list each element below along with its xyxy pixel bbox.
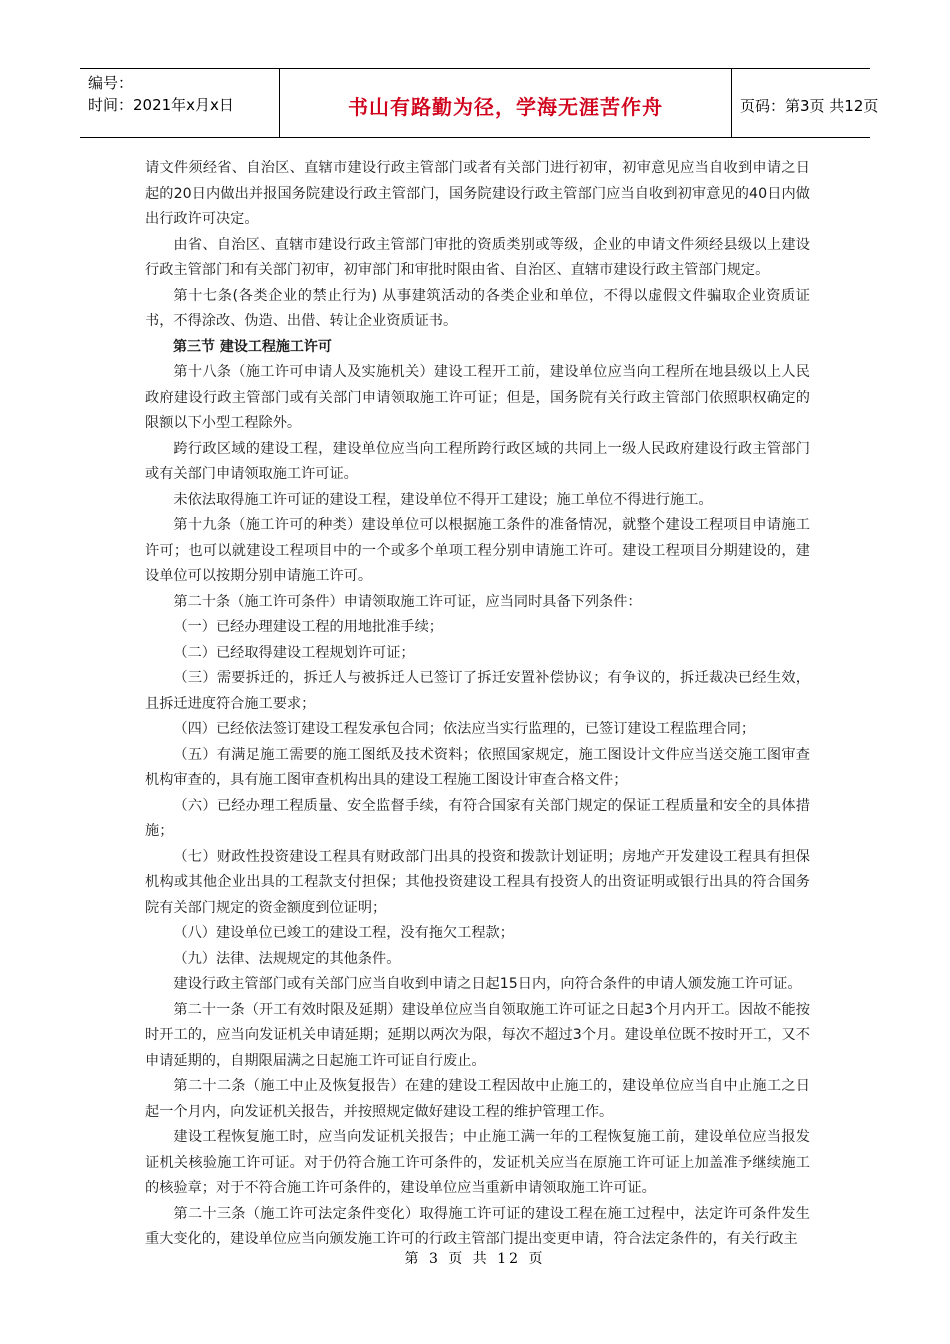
page-footer: 第 3 页 共 12 页 <box>404 1251 546 1267</box>
body-paragraph: 由省、自治区、直辖市建设行政主管部门审批的资质类别或等级，企业的申请文件须经县级以上建设行政主管部门和有关部门初审，初审部门和审批时限由省、自治区、直辖市建设行政主管部门规定。 <box>145 236 810 278</box>
document-body <box>145 156 810 1253</box>
section-heading: 第三节 建设工程施工许可 <box>173 338 332 355</box>
body-paragraph: （八）建设单位已竣工的建设工程，没有拖欠工程款； <box>173 925 514 941</box>
body-paragraph: （九）法律、法规规定的其他条件。 <box>173 950 401 967</box>
body-paragraph: 第二十三条（施工许可法定条件变化）取得施工许可证的建设工程在施工过程中，法定许可条件发生重大变化的，建设单位应当向颁发施工许可的行政主管部门提出变更申请，符合法定条件的，有关行政主 <box>145 1205 810 1247</box>
document-date-label: 时间：2021年x月x日 <box>88 96 234 114</box>
body-paragraph: （四）已经依法签订建设工程发承包合同；依法应当实行监理的，已签订建设工程监理合同； <box>173 721 756 737</box>
body-paragraph: （六）已经办理工程质量、安全监督手续，有符合国家有关部门规定的保证工程质量和安全的具体措施； <box>145 797 810 839</box>
body-paragraph: 第十七条(各类企业的禁止行为) 从事建筑活动的各类企业和单位，不得以虚假文件骗取企业资质证书，不得涂改、伪造、出借、转让企业资质证书。 <box>145 287 810 329</box>
body-paragraph: 建设工程恢复施工时，应当向发证机关报告；中止施工满一年的工程恢复施工前，建设单位应当报发证机关核验施工许可证。对于仍符合施工许可条件的，发证机关应当在原施工许可证上加盖准予继续施工的核验章；对于不符合施工许可条件的，建设单位应当重新申请领取施工许可证。 <box>145 1129 810 1196</box>
body-paragraph: 第二十一条（开工有效时限及延期）建设单位应当自领取施工许可证之日起3个月内开工。因故不能按时开工的，应当向发证机关申请延期；延期以两次为限，每次不超过3个月。建设单位既不按时开工，又不申请延期的，自期限届满之日起施工许可证自行废止。 <box>145 1001 810 1069</box>
body-paragraph: 建设行政主管部门或有关部门应当自收到申请之日起15日内，向符合条件的申请人颁发施工许可证。 <box>173 976 802 992</box>
body-paragraph: （七）财政性投资建设工程具有财政部门出具的投资和拨款计划证明；房地产开发建设工程具有担保机构或其他企业出具的工程款支付担保；其他投资建设工程具有投资人的出资证明或银行出具的符合国务院有关部门规定的资金额度到位证明； <box>145 848 810 916</box>
body-paragraph: （一）已经办理建设工程的用地批准手续； <box>173 619 443 635</box>
body-paragraph: （二）已经取得建设工程规划许可证； <box>173 644 415 661</box>
body-paragraph: 请文件须经省、自治区、直辖市建设行政主管部门或者有关部门进行初审，初审意见应当自收到申请之日起的20日内做出并报国务院建设行政主管部门，国务院建设行政主管部门应当自收到初审意见的40日内做出行政许可决定。 <box>145 160 810 227</box>
body-paragraph: 第二十条（施工许可条件）申请领取施工许可证，应当同时具备下列条件： <box>173 593 642 610</box>
header-motto-cell <box>280 69 732 137</box>
body-paragraph: 第二十二条（施工中止及恢复报告）在建的建设工程因故中止施工的，建设单位应当自中止施工之日起一个月内，向发证机关报告，并按照规定做好建设工程的维护管理工作。 <box>145 1078 810 1120</box>
body-paragraph: 第十八条（施工许可申请人及实施机关）建设工程开工前，建设单位应当向工程所在地县级以上人民政府建设行政主管部门或有关部门申请领取施工许可证；但是，国务院有关行政主管部门依照职权确定的限额以下小型工程除外。 <box>145 364 810 431</box>
body-paragraph: 未依法取得施工许可证的建设工程，建设单位不得开工建设；施工单位不得进行施工。 <box>173 491 713 508</box>
document-number-label: 编号： <box>88 74 134 92</box>
header-motto: 书山有路勤为径，学海无涯苦作舟 <box>348 95 663 119</box>
body-paragraph: 第十九条（施工许可的种类）建设单位可以根据施工条件的准备情况，就整个建设工程项目申请施工许可；也可以就建设工程项目中的一个或多个单项工程分别申请施工许可。建设工程项目分期建设的，建设单位可以按期分别申请施工许可。 <box>145 517 810 584</box>
body-paragraph: （三）需要拆迁的，拆迁人与被拆迁人已签订了拆迁安置补偿协议；有争议的，拆迁裁决已经生效，且拆迁进度符合施工要求； <box>145 670 810 712</box>
body-paragraph: 跨行政区域的建设工程，建设单位应当向工程所跨行政区域的共同上一级人民政府建设行政主管部门或有关部门申请领取施工许可证。 <box>145 440 810 482</box>
header-left-cell <box>80 69 280 137</box>
page-header <box>80 68 879 138</box>
header-page-cell <box>732 69 879 137</box>
body-paragraph: （五）有满足施工需要的施工图纸及技术资料；依照国家规定，施工图设计文件应当送交施工图审查机构审查的，具有施工图审查机构出具的建设工程施工图设计审查合格文件； <box>145 746 810 788</box>
header-page-info: 页码：第3页 共12页 <box>740 97 879 115</box>
